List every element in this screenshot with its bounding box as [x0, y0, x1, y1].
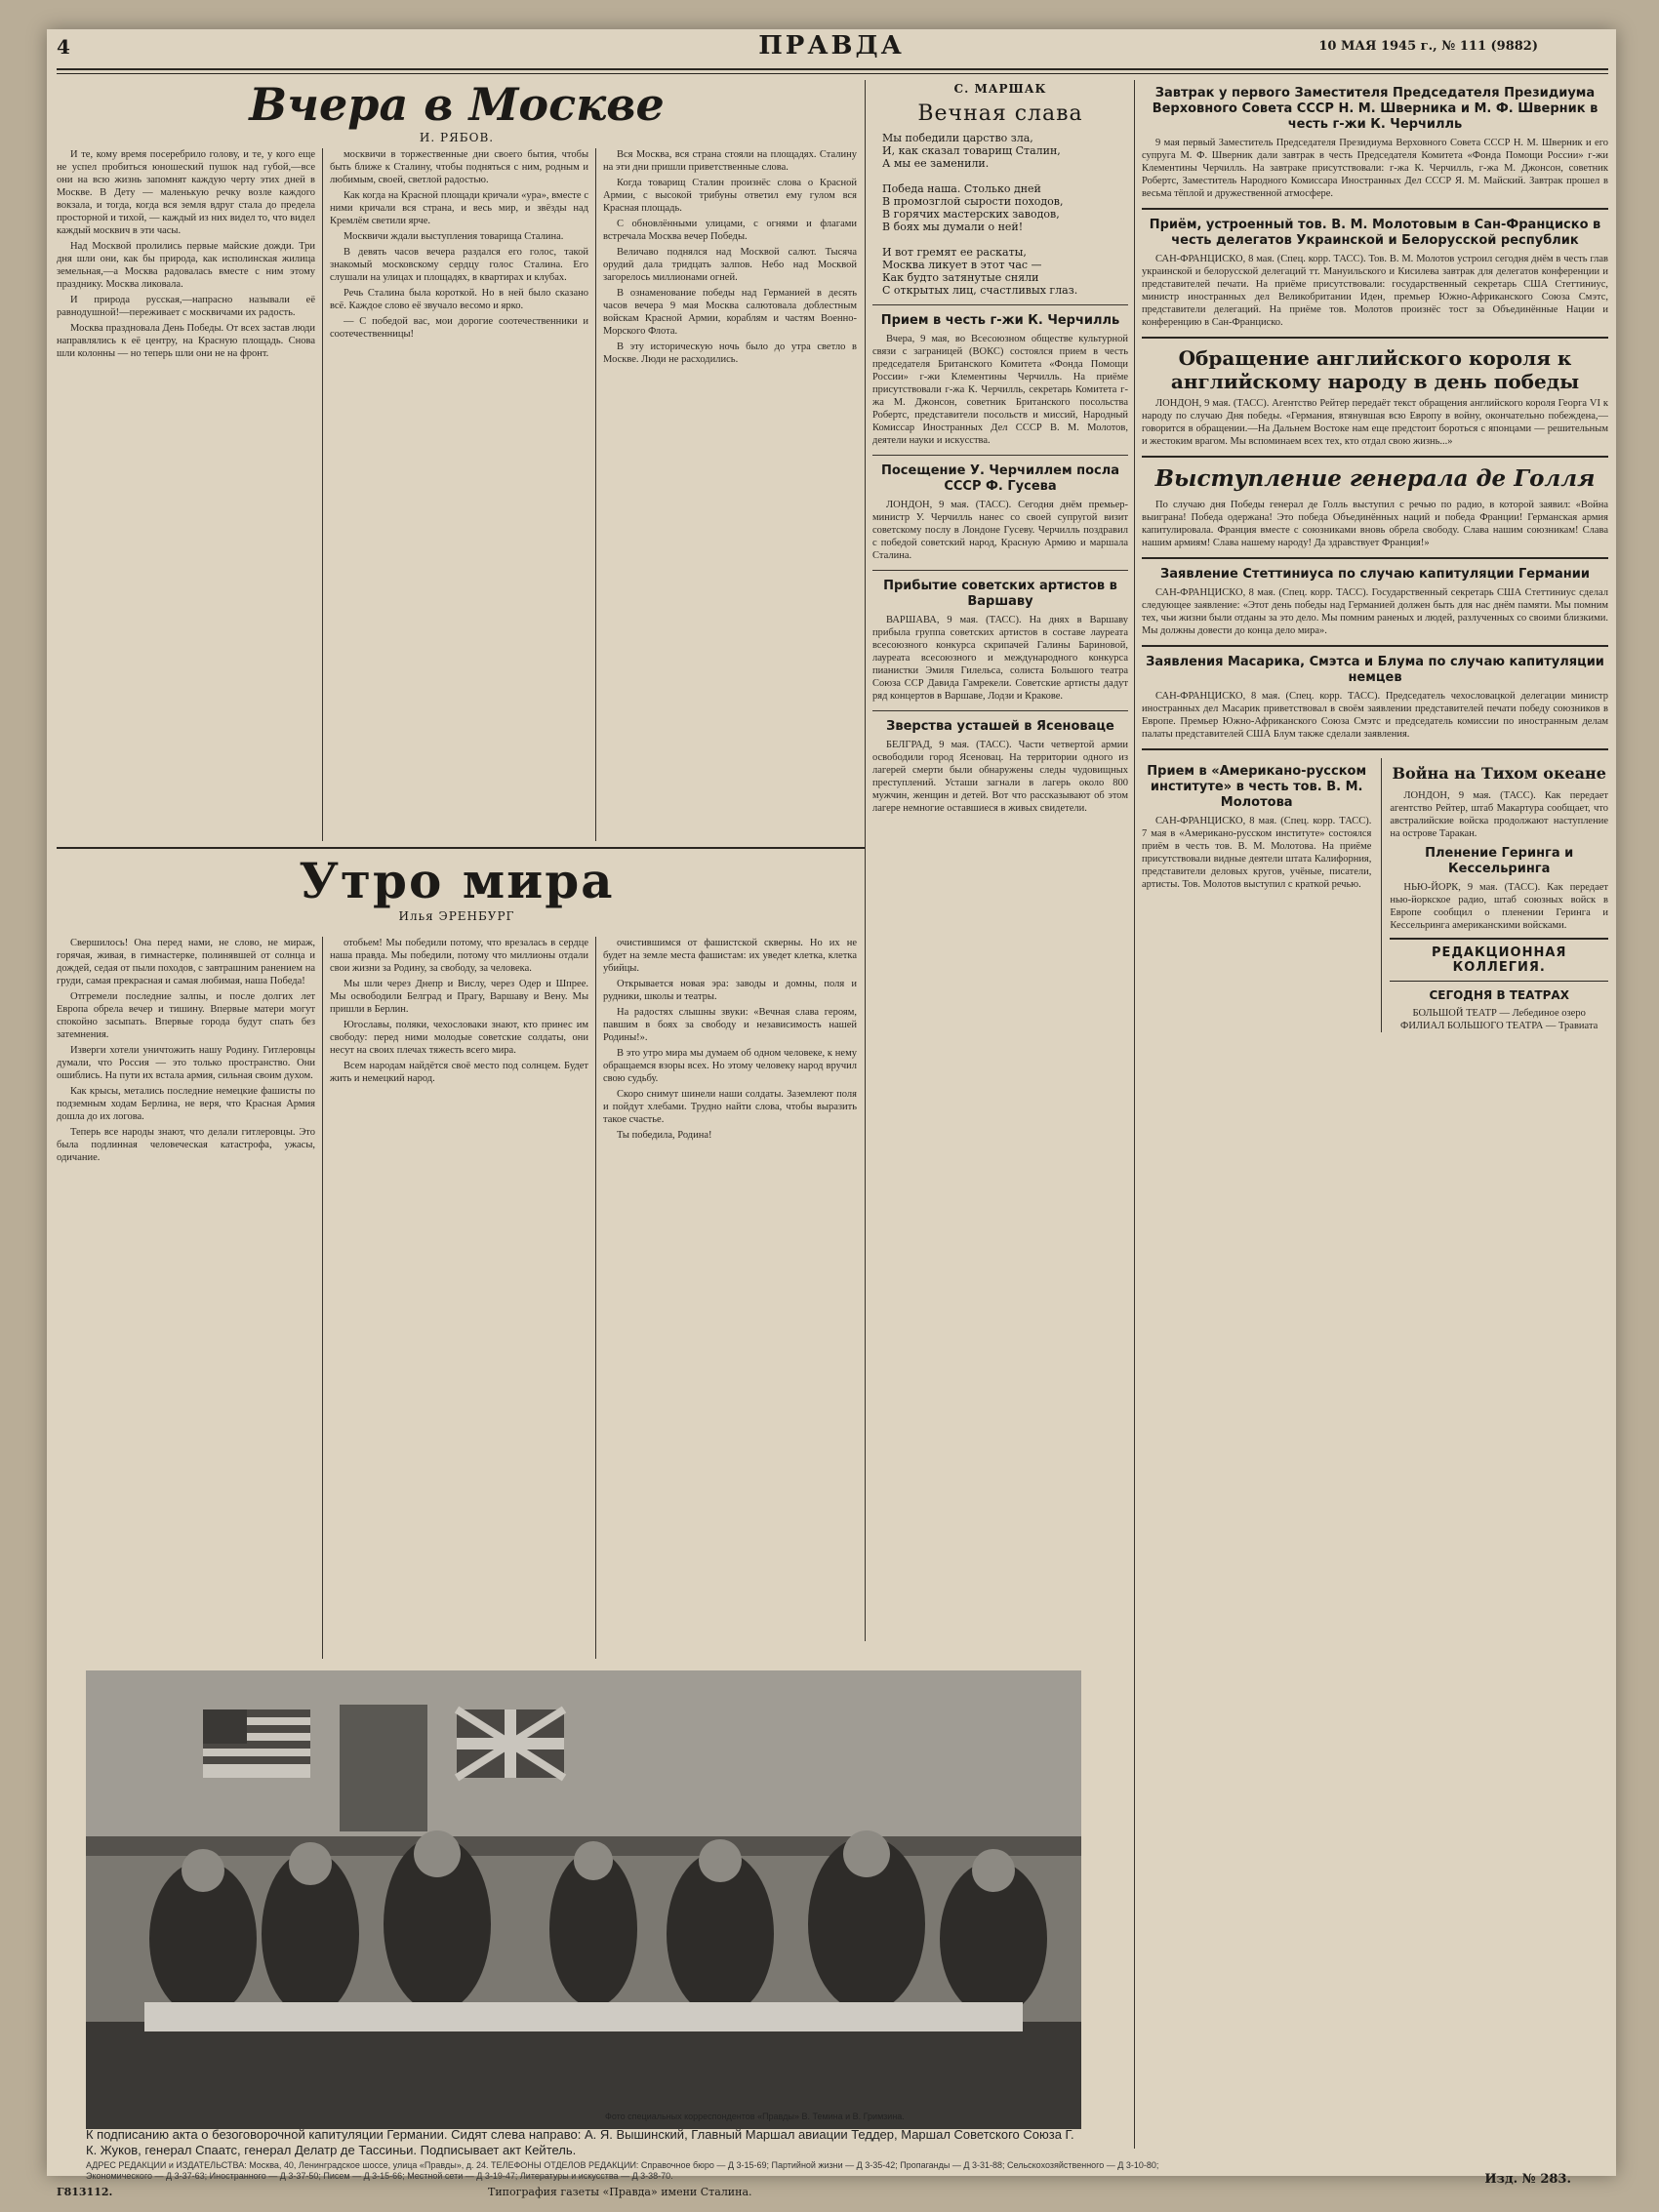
paragraph: Ты победила, Родина! — [617, 1130, 712, 1141]
paragraph: ВАРШАВА, 9 мая. (ТАСС). На днях в Варшаву прибыла группа советских артистов в составе лауреата всесоюзного конкурса скрипачей Галины Бариновой, лауреата всесоюзного и международного конкурса пианистки Эмиля Гилельса, солиста Большого театра Союза ССР Давида Гамрекели. Советские артисты дадут ряд концертов в Варшаве, Лодзи и Кракове. — [872, 615, 1128, 702]
section-rule — [57, 847, 865, 849]
moscow-column-1 — [57, 148, 315, 841]
poem-line: И вот гремят ее раскаты, — [882, 246, 1027, 259]
paragraph: Как когда на Красной площади кричали «ура», вместе с ними кричали вся страна, и весь мир, и звёзды над Кремлём светили ярче. — [330, 190, 588, 226]
de-gaulle-title: Выступление генерала де Голля — [1154, 465, 1596, 492]
poem-line: Москва ликует в этот час — — [882, 259, 1042, 271]
right-columns — [1142, 80, 1608, 2149]
masthead-rule — [57, 68, 1608, 70]
paragraph: САН-ФРАНЦИСКО, 8 мая. (Спец. корр. ТАСС). 7 мая в «Американо-русском институте» состоялся приём в честь тов. В. М. Молотова. На приёме присутствовали видные деятели штата Калифорния, представители деловых кругов, учёные, писатели, артисты. Тов. Молотов выступил с краткой речью. — [1142, 816, 1372, 890]
king-address-title: Обращение английского короля к английскому народу в день победы — [1170, 346, 1580, 393]
morning-column-2 — [330, 937, 588, 1659]
churchill-reception-text — [872, 333, 1128, 447]
paragraph: Изверги хотели уничтожить нашу Родину. Гитлеровцы думали, что Россия — это только пространство. Они ошиблись. На пути их встала армия, сильная своим духом. — [57, 1045, 315, 1081]
footer-issue: Изд. № 283. — [1484, 2172, 1571, 2187]
paragraph: В ознаменование победы над Германией в десять часов вечера 9 мая Москва салютовала доблестным войскам Красной Армии, кораблям и частям Военно-Морского Флота. — [603, 288, 857, 337]
divider — [1390, 938, 1608, 940]
column-rule — [1134, 80, 1135, 2149]
pacific-block — [1381, 758, 1608, 1032]
stettinius-text — [1142, 586, 1608, 637]
stettinius-title: Заявление Стеттиниуса по случаю капитуляции Германии — [1160, 567, 1590, 582]
paragraph: Мы шли через Днепр и Вислу, через Одер и Шпрее. Мы освободили Белград и Прагу, Варшаву и Вену. Мы пришли в Берлин. — [330, 979, 588, 1015]
paragraph: Над Москвой пролились первые майские дожди. Три дня шли они, как бы природа, как исполинская жилица земельная,—а Москва радовалась вместе с ним этому празднику. Москва ликовала. — [57, 241, 315, 290]
surrender-photo — [86, 1670, 1081, 2129]
sf-reception-title: Приём, устроенный тов. В. М. Молотовым в Сан-Франциско в честь делегатов Украинской и Белорусской республик — [1149, 218, 1601, 248]
paragraph: ЛОНДОН, 9 мая. (ТАСС). Сегодня днём премьер-министр У. Черчилль нанес со своей супругой визит советскому послу в Лондоне Гусеву. Черчилль поздравил с победой советский народ, Красную Армию и маршала Сталина. — [872, 500, 1128, 561]
paragraph: САН-ФРАНЦИСКО, 8 мая. (Спец. корр. ТАСС). Государственный секретарь США Стеттиниус сделал следующее заявление: «Этот день победы над Германией должен быть для нас днём памяти. Мы помним тех, чьи жизни были отданы за это дело. Мы помним раненых и людей, разлученных со своими близкими. Мы должны довести до конца дело мира». — [1142, 587, 1608, 636]
photo-credit: Фото специальных корреспондентов «Правды» В. Темина и В. Гримзина. — [605, 2111, 905, 2121]
paragraph: Отгремели последние залпы, и после долгих лет Европа обрела вечер и тишину. Впервые матери могут спокойно засыпать. Впервые города будут спать без затемнения. — [57, 991, 315, 1040]
paragraph: И природа русская,—напрасно называли её равнодушной!—переживает с москвичами их радость. — [57, 295, 315, 318]
poem-line — [882, 170, 1128, 182]
poem-line: В горячих мастерских заводов, — [882, 208, 1060, 221]
divider — [1142, 456, 1608, 458]
paragraph: И те, кому время посеребрило голову, и те, у кого еще не успел пробиться юношеский пушок над губой,—все они на всю жизнь запомнят каждую черту этих дней в Москве. В Дету — маленькую речку возле каждого вокзала, и тогда, когда вся земля вдруг стала до предела просторной и тихой, — каждый из них видел то, что видел каждый москвич в эти часы. — [57, 149, 315, 236]
poem-line: В боях мы думали о ней! — [882, 221, 1024, 233]
paragraph: БЕЛГРАД, 9 мая. (ТАСС). Части четвертой армии освободили город Ясеновац. На территории одного из лагерей смерти были обнаружены следы чудовищных преступлений. Усташи загнали в лагерь около 800 мужчин, женщин и детей. Вот что рассказывают об этом лагере немногие оставшиеся в живых свидетели. — [872, 740, 1128, 814]
paragraph: 9 мая первый Заместитель Председателя Президиума Верховного Совета СССР Н. М. Шверник и его супруга М. Ф. Шверник дали завтрак в честь Председателя Комитета «Фонда Помощи России» г-жи Клементины Черчилль. На завтраке присутствовали: г-жа К. Черчилль, г-жа М. Джонсон, советник Робертс, Заместитель Народного Комиссара Иностранных Дел СССР Я. М. Майский. Завтрак прошел в весьма тёплой и дружественной атмосфере. — [1142, 138, 1608, 199]
issue-date: 10 МАЯ 1945 г., № 111 (9882) — [1318, 39, 1538, 54]
morning-byline: Илья ЭРЕНБУРГ — [398, 909, 515, 923]
paragraph: САН-ФРАНЦИСКО, 8 мая. (Спец. корр. ТАСС). Тов. В. М. Молотов устроил сегодня днём в честь глав украинской и белорусской делегаций тт. Мануильского и Кисилева завтрак для делегатов конференции и представителей печати. На приёме присутствовали: государственный секретарь США Стеттиниус, министр иностранных дел Великобритании Иден, премьер Южно-Африканского Союза Смэтс, представители делегаций. На приёме тов. Молотов произнёс тост за Объединённые Нации и конференцию в Сан-Франциско. — [1142, 254, 1608, 328]
morning-column-1 — [57, 937, 315, 1659]
king-address-text — [1142, 397, 1608, 448]
soviet-flag-icon — [340, 1705, 427, 1831]
paragraph: По случаю дня Победы генерал де Голль выступил с речью по радио, в которой заявил: «Война выиграна! Победа одержана! Это победа Объединённых наций и победа Франции! Германская армия капитулировала. Франция вместе с союзниками вновь обрела свободу. Слава нашим союзникам! Слава нашим армиям! Слава нашему народу! Да здравствует Франция!» — [1142, 500, 1608, 548]
paragraph: Когда товарищ Сталин произнёс слова о Красной Армии, с высокой трибуны ответил ему гулом вся Красная площадь. — [603, 178, 857, 214]
warsaw-artists-text — [872, 614, 1128, 703]
paragraph: Москвичи ждали выступления товарища Сталина. — [344, 231, 564, 242]
paragraph: ЛОНДОН, 9 мая. (ТАСС). Как передает агентство Рейтер, штаб Макартура сообщает, что австралийские войска продолжают наступление на острове Таракан. — [1390, 790, 1608, 839]
column-rule — [322, 937, 323, 1659]
yasenovac-text — [872, 739, 1128, 815]
pacific-text — [1390, 789, 1608, 840]
paragraph: Москва праздновала День Победы. От всех застав люди направлялись к её центру, на Красную площадь. Снова шли колонны — но теперь шли они не на фронт. — [57, 323, 315, 359]
goering-text — [1390, 881, 1608, 932]
editorial-board: РЕДАКЦИОННАЯ КОЛЛЕГИЯ. — [1431, 945, 1567, 975]
divider — [872, 455, 1128, 456]
paragraph: Всем народам найдётся своё место под солнцем. Будет жить и немецкий народ. — [330, 1061, 588, 1084]
footer-printer: Типография газеты «Правда» имени Сталина. — [488, 2186, 752, 2198]
breakfast-title: Завтрак у первого Заместителя Председателя Президиума Верховного Совета СССР Н. М. Шверника и М. Ф. Шверник в честь г-жи К. Черчилль — [1152, 86, 1598, 132]
column-rule — [595, 148, 596, 841]
divider — [1142, 557, 1608, 559]
de-gaulle-text — [1142, 499, 1608, 549]
morning-headline: Утро мира — [299, 855, 615, 909]
bottom-right-split — [1142, 758, 1608, 1032]
paragraph: САН-ФРАНЦИСКО, 8 мая. (Спец. корр. ТАСС). Председатель чехословацкой делегации министр иностранных дел Масарик приветствовал в своём заявлении представителей печати победу союзников в Европе. Премьер Южно-Африканского Союза Смэтс и председатель комиссии по иностранным делам палаты представителей США Блум также сделали заявления. — [1142, 691, 1608, 740]
yasenovac-title: Зверства усташей в Ясеновацe — [886, 719, 1114, 734]
paragraph: С обновлёнными улицами, с огнями и флагами встречала Москва вечер Победы. — [603, 219, 857, 242]
uk-flag-icon — [457, 1709, 564, 1778]
moscow-byline: И. РЯБОВ. — [419, 131, 495, 144]
paragraph: Открывается новая эра: заводы и домны, поля и рудники, школы и театры. — [603, 979, 857, 1002]
paragraph: ЛОНДОН, 9 мая. (ТАСС). Агентство Рейтер передаёт текст обращения английского короля Георга VI к народу по случаю Дня победы. «Германия, втянувшая всю Европу в войну, окончательно побеждена,—говорится в обращении.—На Дальнем Востоке нам еще предстоит бороться с японцами — решительным и жестоким врагом. Мы вспоминаем всех тех, кто отдал свою жизнь...» — [1142, 398, 1608, 447]
paragraph: Величаво поднялся над Москвой салют. Тысяча орудий дала тридцать залпов. Небо над Москвой загорелось миллионами огней. — [603, 247, 857, 283]
churchill-reception-title: Прием в честь г-жи К. Черчилль — [880, 313, 1120, 328]
paragraph: В девять часов вечера раздался его голос, такой знакомый московскому сердцу голос Сталина. Его слушали на улицах и площадях, в квартирах и клубах. — [330, 247, 588, 283]
american-russian-block — [1142, 758, 1371, 1032]
paragraph: москвичи в торжественные дни своего бытия, чтобы быть ближе к Сталину, чтобы подняться с ним, родным и любимым, своей, светлой радостью. — [330, 149, 588, 185]
poem-line: В промозглой сырости походов, — [882, 195, 1064, 208]
paragraph: Вчера, 9 мая, во Всесоюзном обществе культурной связи с заграницей (ВОКС) состоялся прием в честь председателя Британского Комитета «Фонда Помощи России» г-жи Клементины Черчилль. На приёме присутствовали г-жа К. Черчилль, секретарь Комитета г-жа М. Джонсон, советник Британского посольства Робертс, представители посольств и миссий, Народный Комиссар Иностранных Дел СССР В. М. Молотов, деятели науки и искусства. — [872, 334, 1128, 446]
paragraph: На радостях слышны звуки: «Вечная слава героям, павшим в боях за свободу и независимость нашей Родины!». — [603, 1007, 857, 1043]
paragraph: Речь Сталина была короткой. Но в ней было сказано всё. Каждое слово её звучало весомо и ярко. — [330, 288, 588, 311]
paragraph: очистившимся от фашистской скверны. Но их не будет на земле места фашистам: их уведет клетка, клетка убийцы. — [603, 938, 857, 974]
poem-line: И, как сказал товарищ Сталин, — [882, 144, 1061, 157]
theatres-title: СЕГОДНЯ В ТЕАТРАХ — [1429, 988, 1569, 1002]
sf-reception-text — [1142, 253, 1608, 329]
photo-illustration — [86, 1670, 1081, 2129]
newspaper-title: ПРАВДА — [758, 31, 905, 60]
poem-line: С открытых лиц, счастливых глаз. — [882, 284, 1078, 297]
middle-column — [872, 80, 1128, 1641]
paragraph: — С победой вас, мои дорогие соотечественники и соотечественницы! — [330, 316, 588, 340]
divider — [872, 570, 1128, 571]
poem-line — [882, 233, 1128, 246]
masaryk-title: Заявления Масарика, Смэтса и Блума по случаю капитуляции немцев — [1146, 655, 1604, 685]
gusev-visit-text — [872, 499, 1128, 562]
theatres-line: ФИЛИАЛ БОЛЬШОГО ТЕАТРА — Травиата — [1400, 1021, 1598, 1031]
paragraph: отобьем! Мы победили потому, что врезалась в сердце наша правда. Мы победили, потому что миллионы отдали свои жизни за Родину, за свободу, за человека. — [330, 938, 588, 974]
divider — [1142, 208, 1608, 210]
page-number: 4 — [57, 35, 70, 59]
breakfast-text — [1142, 137, 1608, 200]
divider — [1142, 645, 1608, 647]
moscow-headline: Вчера в Москве — [249, 80, 665, 131]
paragraph: Вся Москва, вся страна стояли на площадях. Сталину на эти дни пришли приветственные слова. — [603, 149, 857, 173]
paragraph: Свершилось! Она перед нами, не слово, не мираж, горячая, живая, в гимнастерке, полинявшей от солнца и дождей, седая от пыли походов, с завтрашним ранением на груди, самая прекрасная и самая любимая, наша Победа! — [57, 938, 315, 986]
divider — [872, 304, 1128, 305]
gusev-visit-title: Посещение У. Черчиллем посла СССР Ф. Гусева — [880, 463, 1120, 494]
paragraph: Как крысы, метались последние немецкие фашисты по подземным ходам Берлина, не веря, что Красная Армия дошла до их логова. — [57, 1086, 315, 1122]
divider — [1142, 748, 1608, 750]
pacific-title: Война на Тихом океане — [1392, 764, 1606, 783]
goering-title: Пленение Геринга и Кессельринга — [1425, 846, 1574, 876]
paragraph: Югославы, поляки, чехословаки знают, кто принес им свободу: перед ними молодые советские солдаты, они несут на своих плечах тяжесть всего мира. — [330, 1020, 588, 1056]
divider — [872, 710, 1128, 711]
poem-body — [872, 132, 1128, 297]
moscow-column-2 — [330, 148, 588, 841]
poem-line: Как будто затянутые сняли — [882, 271, 1039, 284]
paragraph: В это утро мира мы думаем об одном человеке, к нему обращаемся взоры всех. Но этому человеку народ вручил свою судьбу. — [603, 1048, 857, 1084]
poem-line: Победа наша. Столько дней — [882, 182, 1041, 195]
poem-title: Вечная слава — [917, 101, 1083, 126]
masthead-rule-thin — [57, 73, 1608, 74]
column-rule — [595, 937, 596, 1659]
paragraph: Теперь все народы знают, что делали гитлеровцы. Это была подлинная человеческая катастрофа, ужасы, одичание. — [57, 1127, 315, 1163]
poem-line: Мы победили царство зла, — [882, 132, 1033, 144]
theatres-line: БОЛЬШОЙ ТЕАТР — Лебединое озеро — [1412, 1008, 1586, 1019]
divider — [1390, 981, 1608, 982]
paragraph: НЬЮ-ЙОРК, 9 мая. (ТАСС). Как передает нью-йоркское радио, штаб союзных войск в Европе сообщил о пленении Геринга и Кессельринга американскими войсками. — [1390, 882, 1608, 931]
column-rule — [865, 80, 866, 1641]
poem-line: А мы ее заменили. — [882, 157, 990, 170]
divider — [1142, 337, 1608, 339]
american-russian-title: Прием в «Американо-русском институте» в честь тов. В. М. Молотова — [1147, 764, 1367, 810]
us-flag-icon — [203, 1709, 310, 1778]
paragraph: В эту историческую ночь было до утра светло в Москве. Люди не расходились. — [603, 342, 857, 365]
footer-address: АДРЕС РЕДАКЦИИ и ИЗДАТЕЛЬСТВА: Москва, 40, Ленинградское шоссе, улица «Правды», д. 24. ТЕЛЕФОНЫ ОТДЕЛОВ РЕДАКЦИИ: Справочное бюро — Д 3-15-69; Партийной жизни — Д 3-35-42; Пропаганды — Д 3-31-88; Сельскохозяйственного — Д 3-10-80; Экономического — Д 3-37-63; Иностранного — Д 3-37-50; Писем — Д 3-15-66; Местной сети — Д 3-19-47; Литературы и искусства — Д 3-38-70. — [86, 2160, 1159, 2181]
column-rule — [322, 148, 323, 841]
footer-code: Г813112. — [57, 2186, 113, 2198]
warsaw-artists-title: Прибытие советских артистов в Варшаву — [883, 579, 1117, 609]
morning-headline-block — [57, 855, 857, 933]
american-russian-text — [1142, 815, 1371, 891]
morning-column-3 — [603, 937, 857, 1659]
masaryk-text — [1142, 690, 1608, 741]
moscow-column-3 — [603, 148, 857, 841]
photo-caption: К подписанию акта о безоговорочной капитуляции Германии. Сидят слева направо: А. Я. Вышинский, Главный Маршал авиации Теддер, Маршал Советского Союза Г. К. Жуков, генерал Спаатс, генерал Делатр де Тассиньи. Подписывает акт Кейтель. — [86, 2127, 1074, 2157]
paragraph: Скоро снимут шинели наши солдаты. Заземлеют поля и пойдут хлебами. Трудно найти слова, чтобы выразить такое счастье. — [603, 1089, 857, 1125]
poem-author: С. МАРШАК — [953, 82, 1047, 96]
